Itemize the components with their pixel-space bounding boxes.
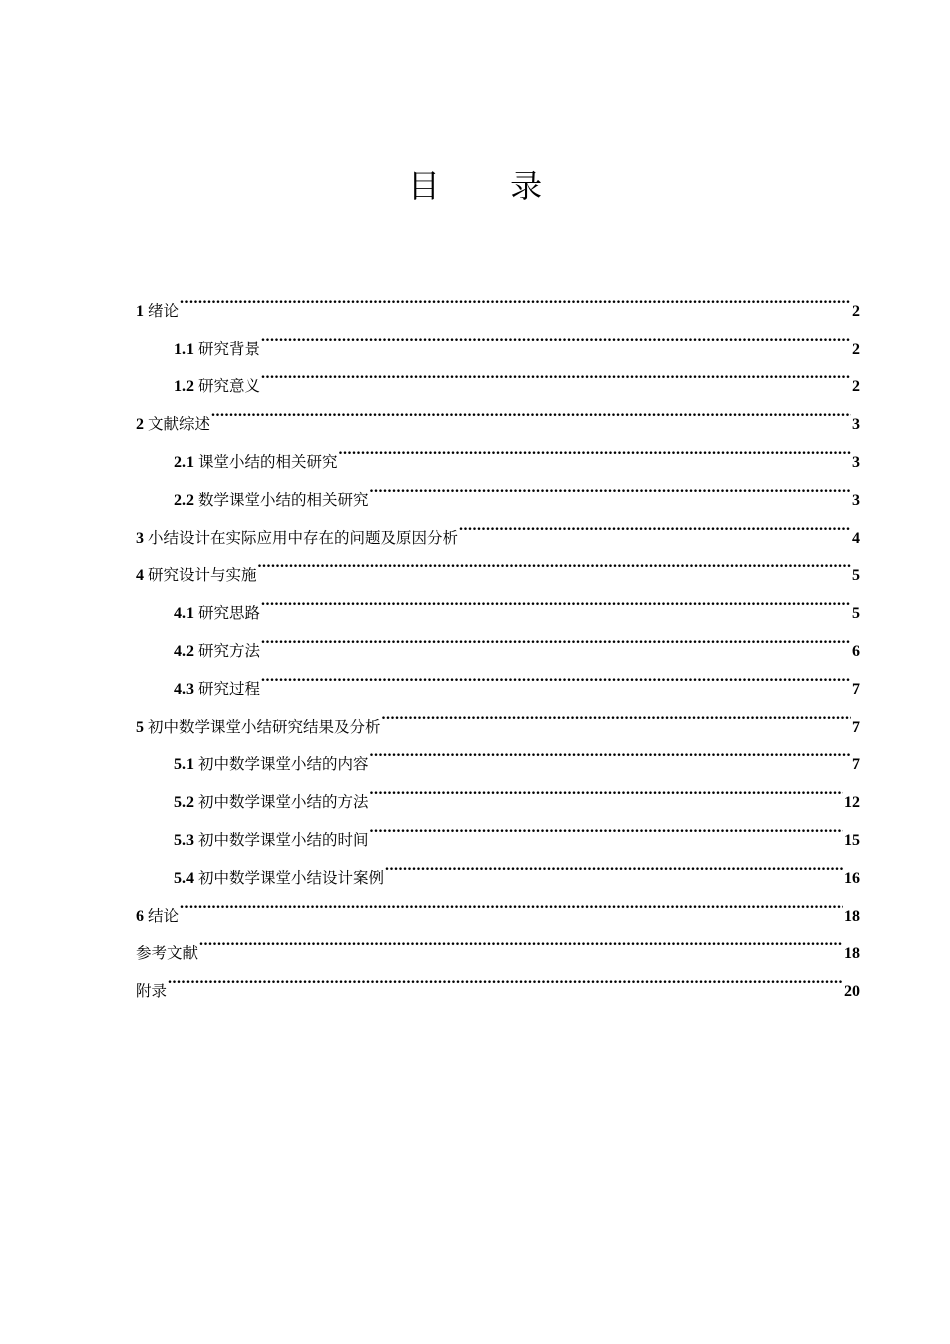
toc-entry-label: [136, 293, 179, 331]
toc-entry-number: 2: [136, 416, 144, 434]
toc-entry-number: 1: [136, 302, 144, 320]
toc-entry-number: 1.1: [174, 340, 194, 358]
toc-entry-number: 4.3: [174, 680, 194, 698]
toc-dot-leader: [258, 543, 851, 581]
toc-dot-leader: [339, 429, 851, 467]
toc-entry-text: 附录: [136, 982, 168, 1001]
toc-entry[interactable]: [136, 278, 860, 320]
toc-entry-text: 研究意义: [198, 377, 261, 396]
toc-page-number: 3: [852, 453, 860, 471]
toc-entry-number: 5.3: [174, 831, 194, 849]
toc-entry-label: [174, 595, 260, 633]
toc-entry-label: [174, 331, 260, 369]
toc-dot-leader: [382, 694, 851, 732]
toc-page-number: 18: [844, 907, 860, 925]
toc-page-number: 20: [844, 983, 860, 1001]
toc-dot-leader: [370, 732, 851, 770]
toc-dot-leader: [211, 391, 851, 429]
toc-entry-label: [136, 898, 179, 936]
toc-entry-label: [174, 746, 369, 784]
toc-dot-leader: [385, 845, 843, 883]
toc-dot-leader: [261, 580, 851, 618]
toc-entry[interactable]: [136, 391, 860, 434]
toc-entry-text: 研究方法: [198, 641, 261, 660]
toc-page-number: 2: [852, 302, 860, 320]
toc-entry-number: 1.2: [174, 378, 194, 396]
toc-entry-text: 小结设计在实际应用中存在的问题及原因分析: [148, 528, 459, 547]
toc-page-number: 6: [852, 642, 860, 660]
toc-page-number: 4: [852, 529, 860, 547]
toc-entry-label: [174, 784, 369, 822]
toc-entry-number: 4: [136, 567, 144, 585]
toc-page-number: 3: [852, 416, 860, 434]
toc-entry-text: 研究思路: [198, 604, 261, 623]
toc-entry-label: [174, 482, 369, 520]
toc-page-number: 2: [852, 378, 860, 396]
toc-page-number: 7: [852, 756, 860, 774]
toc-entry-text: 初中数学课堂小结设计案例: [198, 868, 385, 887]
toc-page-number: 7: [852, 718, 860, 736]
toc-page-number: 12: [844, 794, 860, 812]
toc-entry-number: 4.2: [174, 642, 194, 660]
toc-dot-leader: [261, 618, 851, 656]
toc-page-number: 5: [852, 605, 860, 623]
toc-entry-text: 数学课堂小结的相关研究: [198, 490, 369, 509]
toc-entry-text: 初中数学课堂小结的内容: [198, 755, 369, 774]
toc-dot-leader: [370, 807, 843, 845]
toc-entry-number: 4.1: [174, 605, 194, 623]
toc-entry-label: [136, 406, 210, 444]
toc-dot-leader: [459, 505, 851, 543]
toc-entry-text: 文献综述: [148, 415, 211, 434]
toc-entry-number: 5: [136, 718, 144, 736]
toc-dot-leader: [180, 883, 843, 921]
toc-page-number: 16: [844, 869, 860, 887]
toc-entry[interactable]: [136, 921, 860, 963]
toc-entry-text: 初中数学课堂小结研究结果及分析: [148, 717, 381, 736]
toc-entry-text: 初中数学课堂小结的时间: [198, 830, 369, 849]
toc-dot-leader: [180, 278, 851, 316]
toc-entry-number: 2.1: [174, 453, 194, 471]
toc-dot-leader: [261, 354, 851, 392]
toc-entry-number: 2.2: [174, 491, 194, 509]
toc-page-number: 2: [852, 340, 860, 358]
toc-entry-number: 3: [136, 529, 144, 547]
toc-entry-text: 研究设计与实施: [148, 566, 257, 585]
toc-entry[interactable]: [136, 883, 860, 925]
toc-page-number: 3: [852, 491, 860, 509]
toc-page-number: 18: [844, 945, 860, 963]
toc-dot-leader: [261, 316, 851, 354]
toc-dot-leader: [370, 467, 851, 505]
toc-entry[interactable]: [136, 316, 860, 358]
toc-dot-leader: [370, 769, 843, 807]
toc-dot-leader: [168, 958, 843, 996]
toc-entry-label: [174, 633, 260, 671]
toc-entry-label: [136, 709, 381, 747]
toc-entry-number: 5.1: [174, 756, 194, 774]
toc-dot-leader: [199, 921, 843, 959]
toc-dot-leader: [261, 656, 851, 694]
toc-entry-text: 课堂小结的相关研究: [198, 452, 338, 471]
toc-entry-text: 参考文献: [136, 944, 199, 963]
toc-entry-label: [174, 671, 260, 709]
toc-entry-number: 6: [136, 907, 144, 925]
page-title: 目 录: [407, 167, 573, 206]
toc-page-number: 15: [844, 831, 860, 849]
toc-entry-label: [174, 822, 369, 860]
toc-entry-text: 研究背景: [198, 339, 261, 358]
toc-entry-text: 初中数学课堂小结的方法: [198, 793, 369, 812]
toc-entry-number: 5.2: [174, 794, 194, 812]
toc-entry-text: 研究过程: [198, 679, 261, 698]
toc-page-number: 5: [852, 567, 860, 585]
toc-entry-text: 结论: [148, 906, 180, 925]
toc-entry[interactable]: [136, 429, 860, 471]
toc-entry-number: 5.4: [174, 869, 194, 887]
toc-page-number: 7: [852, 680, 860, 698]
toc-entry-label: [174, 444, 338, 482]
toc-entry-text: 绪论: [148, 301, 180, 320]
table-of-contents: [136, 278, 860, 1001]
toc-entry[interactable]: [136, 958, 860, 1001]
toc-entry-label: [136, 557, 257, 595]
toc-entry-label: [136, 973, 167, 1011]
